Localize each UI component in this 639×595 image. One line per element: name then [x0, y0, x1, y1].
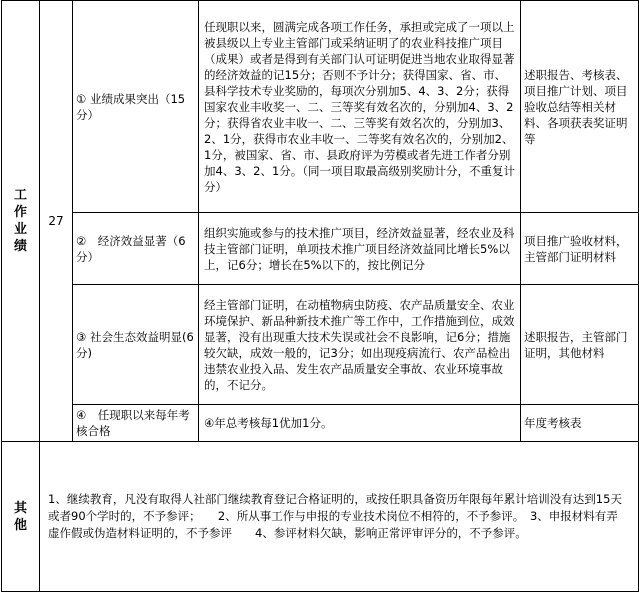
- work-material-3: 述职报告，主管部门证明，其他材料: [521, 285, 639, 405]
- work-row-2: [2, 213, 639, 285]
- work-score: 27: [40, 1, 73, 442]
- work-desc-4: ④年总考核每1优加1分。: [199, 405, 521, 442]
- evaluation-table: [1, 0, 639, 592]
- work-material-1: 述职报告、考核表、项目推广计划、项目验收总结等相关材料、各项获表奖证明等: [521, 1, 639, 213]
- work-item-4: ④ 任现职以来每年考核合格: [73, 405, 199, 442]
- work-desc-2: 组织实施或参与的技术推广项目，经济效益显著，经农业及科技主管部门证明，单项技术推广项目经济效益同比增长5%以上，记6分；增长在5%以下的，按比例记分: [199, 213, 521, 285]
- work-category-cell: [2, 1, 40, 442]
- other-text: 1、继续教育，凡没有取得人社部门继续教育登记合格证明的，或按任职具备资历年限每年累计培训没有达到15天或者90个学时的，不予参评； 2、所从事工作与申报的专业技术岗位不相符的，不予参评。 3、申报材料有弄虚作假或伪造材料证明的，不予参评 4、参评材料欠缺，影响正常评审评分的，不予参评。: [40, 442, 639, 592]
- work-material-4: 年度考核表: [521, 405, 639, 442]
- work-category-label: 工作业绩: [14, 188, 28, 254]
- other-category-cell: [2, 442, 40, 592]
- work-row-3: [2, 285, 639, 405]
- other-row: [2, 442, 639, 592]
- work-material-2: 项目推广验收材料，主管部门证明材料: [521, 213, 639, 285]
- work-desc-1: 任现职以来，圆满完成各项工作任务，承担或完成了一项以上被县级以上专业主管部门或采纳证明了的农业科技推广项目（成果）或者是得到有关部门认可证明促进当地农业取得显著的经济效益的记15分；否则不予计分；获得国家、省、市、县科学技术专业奖励的，每项次分别加5、4、3、2分；获得国家农业丰收奖一、二、三等奖有效名次的，分别加4、3、2分；获得省农业丰收一、二、三等奖有效名次的，分别加3、2、1分，获得市农业丰收一、二等奖有效名次的，分别加2、1分，被国家、省、市、县政府评为劳模或者先进工作者分别加4、3、2、1分。（同一项目取最高级别奖励计分，不重复计分）: [199, 1, 521, 213]
- work-row-1: [2, 1, 639, 213]
- work-item-1: ① 业绩成果突出（15分）: [73, 1, 199, 213]
- work-desc-3: 经主管部门证明，在动植物病虫防疫、农产品质量安全、农业环境保护、新品种新技术推广等工作中，工作措施到位，成效显著，没有出现重大技术失误或社会不良影响，记6分；措施较欠缺，成效一般的，记3分；如出现疫病流行、农产品检出违禁农业投入品、发生农产品质量安全事故、农业环境事故的，不记分。: [199, 285, 521, 405]
- work-item-2: ② 经济效益显著（6分）: [73, 213, 199, 285]
- other-category-label: 其他: [14, 500, 28, 533]
- work-item-3: ③ 社会生态效益明显(6分): [73, 285, 199, 405]
- work-row-4: [2, 405, 639, 442]
